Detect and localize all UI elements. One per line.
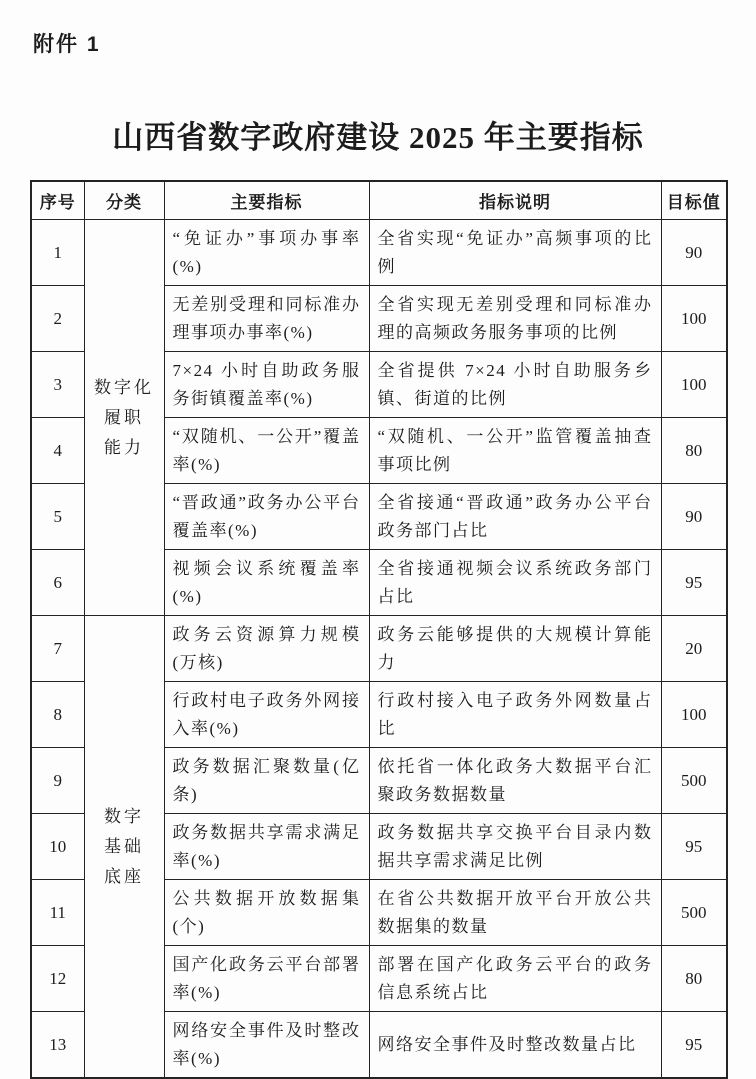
row-number-cell: 10 (31, 814, 84, 880)
target-value-cell: 20 (661, 616, 727, 682)
indicators-table (30, 180, 728, 1079)
row-number-cell: 7 (31, 616, 84, 682)
indicator-cell: 公共数据开放数据集(个) (164, 880, 369, 946)
indicator-cell: 无差别受理和同标准办理事项办事率(%) (164, 286, 369, 352)
description-cell: 政务云能够提供的大规模计算能力 (369, 616, 661, 682)
description-cell: 在省公共数据开放平台开放公共数据集的数量 (369, 880, 661, 946)
target-value-cell: 500 (661, 880, 727, 946)
indicator-cell: 视频会议系统覆盖率(%) (164, 550, 369, 616)
description-cell: 全省接通视频会议系统政务部门占比 (369, 550, 661, 616)
target-value-cell: 100 (661, 286, 727, 352)
description-cell: 全省实现“免证办”高频事项的比例 (369, 220, 661, 286)
indicator-cell: 政务云资源算力规模(万核) (164, 616, 369, 682)
target-value-cell: 80 (661, 418, 727, 484)
table-row (31, 220, 727, 286)
row-number-cell: 2 (31, 286, 84, 352)
description-cell: 全省提供 7×24 小时自助服务乡镇、街道的比例 (369, 352, 661, 418)
row-number-cell: 12 (31, 946, 84, 1012)
page-title: 山西省数字政府建设 2025 年主要指标 (112, 120, 644, 155)
row-number-cell: 3 (31, 352, 84, 418)
row-number-cell: 6 (31, 550, 84, 616)
target-value-cell: 100 (661, 352, 727, 418)
target-value-cell: 500 (661, 748, 727, 814)
header-indicator-description: 指标说明 (369, 181, 661, 220)
indicator-cell: 网络安全事件及时整改率(%) (164, 1012, 369, 1079)
category-line: 数字化 (94, 377, 154, 397)
description-cell: 行政村接入电子政务外网数量占比 (369, 682, 661, 748)
row-number-cell: 4 (31, 418, 84, 484)
description-cell: 全省接通“晋政通”政务办公平台政务部门占比 (369, 484, 661, 550)
table-header-row (31, 181, 727, 220)
indicator-cell: 国产化政务云平台部署率(%) (164, 946, 369, 1012)
category-line: 数字 (104, 806, 144, 826)
row-number-cell: 1 (31, 220, 84, 286)
row-number-cell: 9 (31, 748, 84, 814)
description-cell: 全省实现无差别受理和同标准办理的高频政务服务事项的比例 (369, 286, 661, 352)
category-cell-digital-performance (84, 220, 164, 616)
header-serial-number: 序号 (31, 181, 84, 220)
category-line: 底座 (104, 866, 144, 886)
target-value-cell: 90 (661, 220, 727, 286)
indicator-cell: 政务数据共享需求满足率(%) (164, 814, 369, 880)
description-cell: 部署在国产化政务云平台的政务信息系统占比 (369, 946, 661, 1012)
indicator-cell: “双随机、一公开”覆盖率(%) (164, 418, 369, 484)
category-line: 履职 (104, 407, 144, 427)
indicator-cell: 政务数据汇聚数量(亿条) (164, 748, 369, 814)
category-cell-digital-foundation (84, 616, 164, 1079)
attachment-label: 附件 1 (33, 33, 101, 56)
target-value-cell: 95 (661, 1012, 727, 1079)
header-category: 分类 (84, 181, 164, 220)
indicator-cell: “晋政通”政务办公平台覆盖率(%) (164, 484, 369, 550)
indicator-cell: 行政村电子政务外网接入率(%) (164, 682, 369, 748)
table-row (31, 616, 727, 682)
category-line: 基础 (104, 836, 144, 856)
target-value-cell: 100 (661, 682, 727, 748)
category-line: 能力 (104, 437, 144, 457)
description-cell: 依托省一体化政务大数据平台汇聚政务数据数量 (369, 748, 661, 814)
row-number-cell: 8 (31, 682, 84, 748)
target-value-cell: 90 (661, 484, 727, 550)
description-cell: “双随机、一公开”监管覆盖抽查事项比例 (369, 418, 661, 484)
header-main-indicator: 主要指标 (164, 181, 369, 220)
description-cell: 网络安全事件及时整改数量占比 (369, 1012, 661, 1079)
target-value-cell: 95 (661, 550, 727, 616)
target-value-cell: 80 (661, 946, 727, 1012)
description-cell: 政务数据共享交换平台目录内数据共享需求满足比例 (369, 814, 661, 880)
target-value-cell: 95 (661, 814, 727, 880)
row-number-cell: 5 (31, 484, 84, 550)
indicator-cell: 7×24 小时自助政务服务街镇覆盖率(%) (164, 352, 369, 418)
indicator-cell: “免证办”事项办事率(%) (164, 220, 369, 286)
row-number-cell: 11 (31, 880, 84, 946)
row-number-cell: 13 (31, 1012, 84, 1079)
header-target-value: 目标值 (661, 181, 727, 220)
